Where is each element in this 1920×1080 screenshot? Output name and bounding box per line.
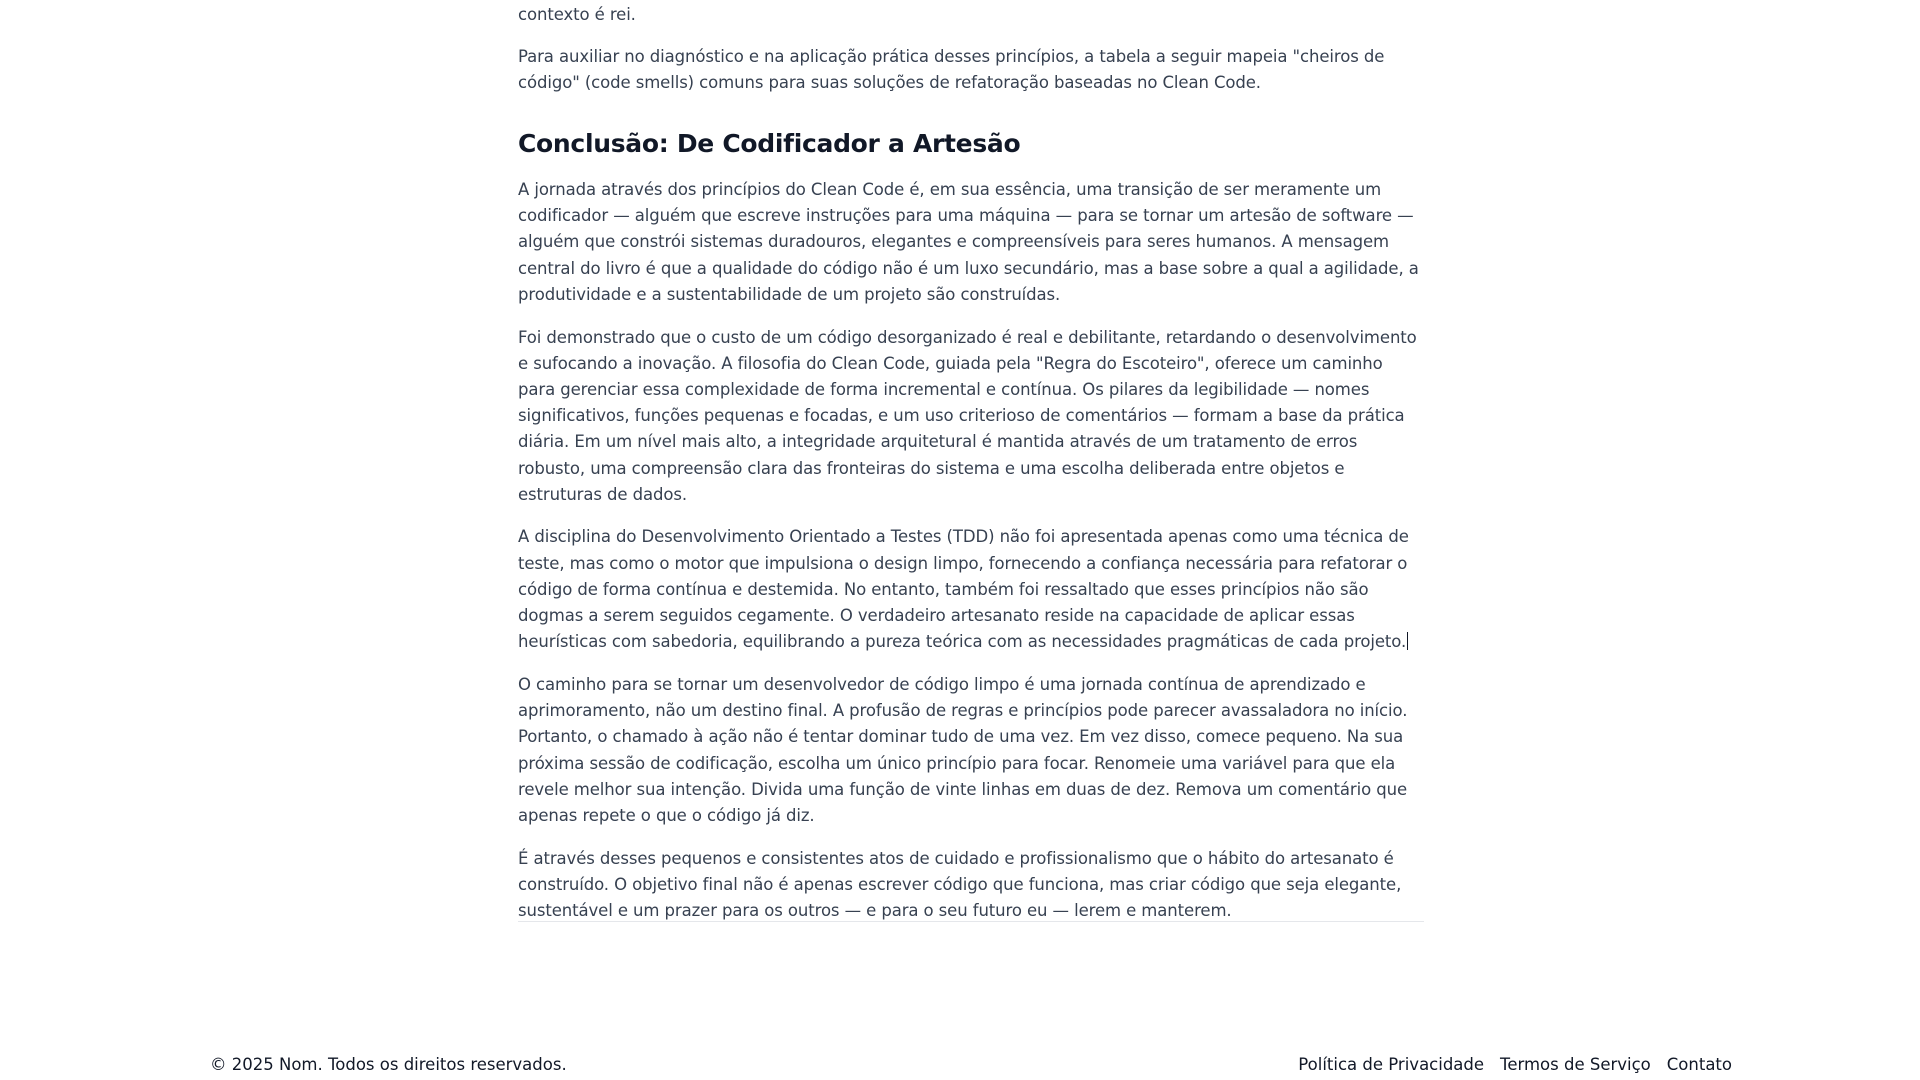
conclusion-heading: Conclusão: De Codificador a Artesão [518,129,1021,158]
terms-of-service-link[interactable]: Termos de Serviço [1500,1054,1651,1074]
text-cursor [1407,632,1408,650]
conclusion-paragraph-1: A jornada através dos princípios do Clean Code é, em sua essência, uma transição de ser meramente um codificador — alguém que escreve instruções para uma máquina — para se tornar um artesão de software — alguém que constrói sistemas duradouros, elegantes e compreensíveis para seres humanos. A mensagem central do livro é que a qualidade do código não é um luxo secundário, mas a base sobre a qual a agilidade, a produtividade e a sustentabilidade de um projeto são construídas. [518,180,1419,304]
conclusion-paragraph-4: O caminho para se tornar um desenvolvedor de código limpo é uma jornada contínua de aprendizado e aprimoramento, não um destino final. A profusão de regras e princípios pode parecer avassaladora no início. Portanto, o chamado à ação não é tentar dominar tudo de uma vez. Em vez disso, comece pequeno. Na sua próxima sessão de codificação, escolha um único princípio para focar. Renomeie uma variável para que ela revele melhor sua intenção. Divida uma função de vinte linhas em duas de dez. Remova um comentário que apenas repete o que o código já diz. [518,674,1408,825]
footer-links [1298,1055,1732,1074]
privacy-policy-link[interactable]: Política de Privacidade [1298,1054,1485,1074]
previous-section-paragraph-end: contexto é rei. [518,5,636,24]
code-smells-table-intro-paragraph: Para auxiliar no diagnóstico e na aplicação prática desses princípios, a tabela a seguir mapeia "cheiros de código" (code smells) comuns para suas soluções de refatoração baseadas no Clean Code. [518,47,1385,93]
article-end-divider [518,921,1424,922]
contact-link[interactable]: Contato [1666,1054,1732,1074]
conclusion-paragraph-3-text: A disciplina do Desenvolvimento Orientado a Testes (TDD) não foi apresentada apenas como uma técnica de teste, mas como o motor que impulsiona o design limpo, fornecendo a confiança necessária para refatorar o código de forma contínua e destemida. No entanto, também foi ressaltado que esses princípios não são dogmas a serem seguidos cegamente. O verdadeiro artesanato reside na capacidade de aplicar essas heurísticas com sabedoria, equilibrando a pureza teórica com as necessidades pragmáticas de cada projeto. [518,527,1409,652]
site-footer [210,1052,1732,1076]
copyright-notice: © 2025 Nom. Todos os direitos reservados. [210,1054,567,1074]
conclusion-paragraph-5: É através desses pequenos e consistentes atos de cuidado e profissionalismo que o hábito do artesanato é construído. O objetivo final não é apenas escrever código que funciona, mas criar código que seja elegante, sustentável e um prazer para os outros — e para o seu futuro eu — lerem e manterem. [518,848,1402,921]
conclusion-section [518,177,1424,941]
conclusion-paragraph-2: Foi demonstrado que o custo de um código desorganizado é real e debilitante, retardando o desenvolvimento e sufocando a inovação. A filosofia do Clean Code, guiada pela "Regra do Escoteiro", oferece um caminho para gerenciar essa complexidade de forma incremental e contínua. Os pilares da legibilidade — nomes significativos, funções pequenas e focadas, e um uso criterioso de comentários — formam a base da prática diária. Em um nível mais alto, a integridade arquitetural é mantida através de um tratamento de erros robusto, uma compreensão clara das fronteiras do sistema e uma escolha deliberada entre objetos e estruturas de dados. [518,327,1417,504]
conclusion-paragraph-3 [518,524,1424,655]
